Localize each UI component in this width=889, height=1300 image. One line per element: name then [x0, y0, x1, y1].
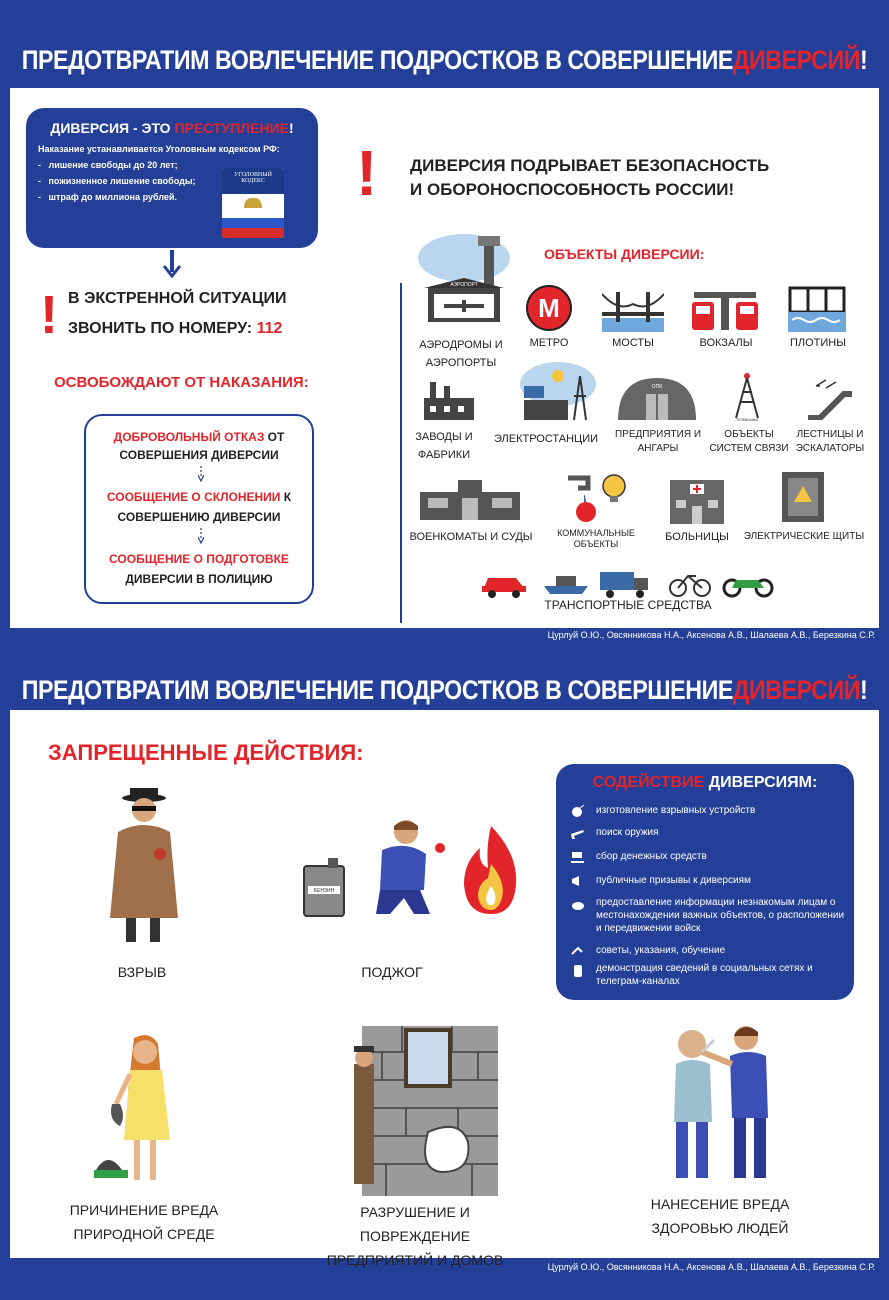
assist-item: поиск оружия [596, 827, 659, 838]
threat-line1: ДИВЕРСИЯ ПОДРЫВАЕТ БЕЗОПАСНОСТЬ [410, 156, 770, 175]
hangar-sign: ОПК [651, 384, 663, 390]
poster2-credit: Цурлуй О.Ю., Овсянникова Н.А., Аксенова А.В., Шалаева А.В., Березкина С.Р. [547, 1262, 875, 1272]
bicycle-icon [668, 568, 712, 598]
emergency-line1: В ЭКСТРЕННОЙ СИТУАЦИИ [68, 290, 287, 307]
flow-step-rest: К [280, 490, 292, 504]
flow-step-2-line2: СОВЕРШЕНИЮ ДИВЕРСИИ [117, 510, 281, 524]
assist-item: публичные призывы к диверсиям [596, 875, 751, 886]
flag-white [222, 208, 284, 218]
object-label-enterprises: ПРЕДПРИЯТИЯ И АНГАРЫ [614, 429, 702, 454]
trenchcoat-man-icon [104, 788, 184, 948]
definition-item-text: лишение свободы до 20 лет; [48, 160, 178, 170]
divider-line [400, 283, 402, 623]
object-label-panels: ЭЛЕКТРИЧЕСКИЕ ЩИТЫ [743, 531, 865, 542]
forbidden-title: ЗАПРЕЩЕННЫЕ ДЕЙСТВИЯ: [48, 740, 364, 765]
threat-line2: И ОБОРОНОСПОСОБНОСТЬ РОССИИ! [410, 180, 735, 199]
object-label-airports: АЭРОДРОМЫ И АЭРОПОРТЫ [419, 339, 503, 369]
tower-sign: ТЕЛЕВЫШКА [735, 418, 759, 422]
release-title: ОСВОБОЖДАЮТ ОТ НАКАЗАНИЯ: [54, 374, 309, 391]
nature-line2: ПРИРОДНОЙ СРЕДЕ [73, 1226, 215, 1242]
object-label-comms: ОБЪЕКТЫ СИСТЕМ СВЯЗИ [709, 429, 789, 454]
bridge-icon [602, 288, 664, 332]
assist-title [556, 774, 854, 792]
assist-item: предоставление информации незнакомым лицам о местонахождении важных объектов, о расположении и передвижении войск [596, 897, 845, 934]
harm-people-label [620, 1192, 820, 1240]
emergency-call-text: ЗВОНИТЬ ПО НОМЕРУ: [68, 320, 257, 337]
definition-title [26, 120, 318, 136]
metro-letter: M [538, 293, 560, 323]
assist-item: сбор денежных средств [596, 851, 707, 862]
hospital-icon [666, 476, 728, 526]
exclamation-icon: ! [40, 285, 58, 345]
definition-title-main: ДИВЕРСИЯ - ЭТО [50, 120, 175, 136]
flag-blue [222, 218, 284, 228]
phone-icon [570, 964, 586, 978]
metro-icon [523, 284, 575, 332]
threat-statement [410, 154, 769, 202]
flow-step-1 [86, 428, 312, 446]
object-label-plants: ЗАВОДЫ И ФАБРИКИ [415, 431, 473, 461]
flow-step-3 [86, 550, 312, 568]
bomb-icon [570, 804, 586, 818]
damaged-wall-icon [342, 1022, 502, 1198]
flow-step-rest: ОТ [264, 430, 285, 444]
poster2-title-accent: ДИВЕРСИЙ [732, 674, 861, 705]
release-flow-box [84, 414, 314, 604]
electric-panel-icon [780, 470, 826, 524]
criminal-code-book-icon [222, 168, 284, 238]
object-label-hospitals: БОЛЬНИЦЫ [665, 531, 729, 543]
dotted-arrow-icon [198, 528, 204, 544]
hangar-icon [614, 374, 700, 422]
definition-intro: Наказание устанавливается Уголовным кодексом РФ: [38, 144, 280, 154]
definition-title-accent: ПРЕСТУПЛЕНИЕ [174, 120, 289, 136]
nature-line1: ПРИЧИНЕНИЕ ВРЕДА [69, 1202, 219, 1218]
poster2-title-end: ! [860, 674, 868, 705]
pointing-icon [570, 944, 586, 958]
airport-sign: АЭРОПОРТ [450, 282, 478, 288]
arson-label: ПОДЖОГ [361, 964, 423, 980]
assist-item: советы, указания, обучение [596, 945, 726, 956]
definition-title-end: ! [288, 120, 294, 136]
ship-icon [542, 570, 590, 596]
assist-item: демонстрация сведений в социальных сетях и телеграм-каналах [596, 963, 813, 987]
emergency-line2 [68, 314, 287, 344]
crouching-man-icon [360, 818, 450, 924]
flow-step-accent: СООБЩЕНИЕ О СКЛОНЕНИИ [106, 490, 281, 504]
book-title: УГОЛОВНЫЙ КОДЕКС [222, 168, 284, 194]
escalator-icon [806, 378, 854, 420]
canister-label: БЕНЗИН [313, 888, 335, 894]
assist-title-rest: ДИВЕРСИЯМ: [704, 774, 818, 791]
object-label-transport: ТРАНСПОРТНЫЕ СРЕДСТВА [544, 598, 712, 612]
flow-step-2 [86, 488, 312, 506]
destruction-label [304, 1200, 526, 1272]
power-plant-icon [518, 360, 598, 422]
object-label-bridges: МОСТЫ [612, 337, 654, 349]
poster1-title [21, 32, 868, 88]
gun-icon [570, 826, 586, 840]
harm-line1: НАНЕСЕНИЕ ВРЕДА [650, 1196, 790, 1212]
poster1-title-main: ПРЕДОТВРАТИМ ВОВЛЕЧЕНИЕ ПОДРОСТКОВ В СОВЕРШЕНИЕ [21, 44, 733, 75]
fuel-canister-icon [302, 858, 346, 918]
factory-icon [420, 376, 476, 422]
poster1-title-end: ! [860, 44, 868, 75]
assist-item: изготовление взрывных устройств [596, 805, 756, 816]
objects-title: ОБЪЕКТЫ ДИВЕРСИИ: [544, 246, 705, 262]
arrow-down-icon [162, 250, 182, 280]
train-station-icon [688, 288, 762, 332]
definition-item: - пожизненное лишение свободы; [38, 176, 196, 186]
poster2-title-main: ПРЕДОТВРАТИМ ВОВЛЕЧЕНИЕ ПОДРОСТКОВ В СОВЕРШЕНИЕ [21, 674, 733, 705]
poster1-credit: Цурлуй О.Ю., Овсянникова Н.А., Аксенова А.В., Шалаева А.В., Березкина С.Р. [547, 630, 875, 640]
big-exclamation-icon: ! [356, 137, 378, 209]
fighting-boys-icon [662, 1022, 782, 1186]
poster1-title-accent: ДИВЕРСИЙ [732, 44, 861, 75]
chat-icon [570, 900, 586, 914]
emergency-info [68, 284, 287, 344]
flow-step-1-line2: СОВЕРШЕНИЯ ДИВЕРСИИ [119, 448, 279, 462]
car-icon [480, 568, 528, 598]
object-label-utilities: КОММУНАЛЬНЫЕ ОБЪЕКТЫ [557, 528, 635, 549]
airport-icon [414, 230, 514, 330]
definition-item: - штраф до миллиона рублей. [38, 192, 177, 202]
definition-item: - лишение свободы до 20 лет; [38, 160, 178, 170]
assist-title-accent: СОДЕЙСТВИЕ [592, 774, 705, 791]
destroy-line1: РАЗРУШЕНИЕ И ПОВРЕЖДЕНИЕ [359, 1204, 471, 1244]
object-label-stairs: ЛЕСТНИЦЫ И ЭСКАЛАТОРЫ [795, 429, 865, 454]
radio-tower-icon [732, 372, 762, 422]
truck-icon [598, 568, 652, 598]
destroy-line2: ПРЕДПРИЯТИЙ И ДОМОВ [326, 1252, 504, 1268]
assist-box [556, 764, 854, 1000]
emergency-number: 112 [256, 320, 283, 337]
utilities-icon [562, 468, 628, 526]
poster1-panel [10, 88, 879, 628]
flow-step-accent: ДОБРОВОЛЬНЫЙ ОТКАЗ [113, 430, 265, 444]
megaphone-icon [570, 874, 586, 888]
harm-line2: ЗДОРОВЬЮ ЛЮДЕЙ [651, 1220, 789, 1236]
motorcycle-icon [722, 566, 774, 598]
nature-harm-label [54, 1198, 234, 1246]
definition-item-text: пожизненное лишение свободы; [48, 176, 196, 186]
dotted-arrow-icon [198, 466, 204, 482]
object-label-stations: ВОКЗАЛЫ [699, 337, 753, 349]
flag-red [222, 228, 284, 238]
definition-item-text: штраф до миллиона рублей. [48, 192, 177, 202]
object-label-metro: МЕТРО [529, 337, 569, 349]
military-office-icon [418, 476, 522, 522]
object-label-military: ВОЕНКОМАТЫ И СУДЫ [409, 531, 533, 543]
definition-box [26, 108, 318, 248]
object-label-dams: ПЛОТИНЫ [790, 337, 846, 349]
fire-icon [460, 824, 522, 916]
flow-step-3-line2: ДИВЕРСИИ В ПОЛИЦИЮ [125, 572, 273, 586]
explosion-label: ВЗРЫВ [117, 964, 167, 980]
dam-icon [788, 286, 846, 332]
money-hand-icon [570, 850, 586, 864]
object-label-power: ЭЛЕКТРОСТАНЦИИ [493, 433, 599, 445]
flow-step-accent: СООБЩЕНИЕ О ПОДГОТОВКЕ [109, 552, 289, 566]
girl-littering-icon [90, 1030, 190, 1190]
